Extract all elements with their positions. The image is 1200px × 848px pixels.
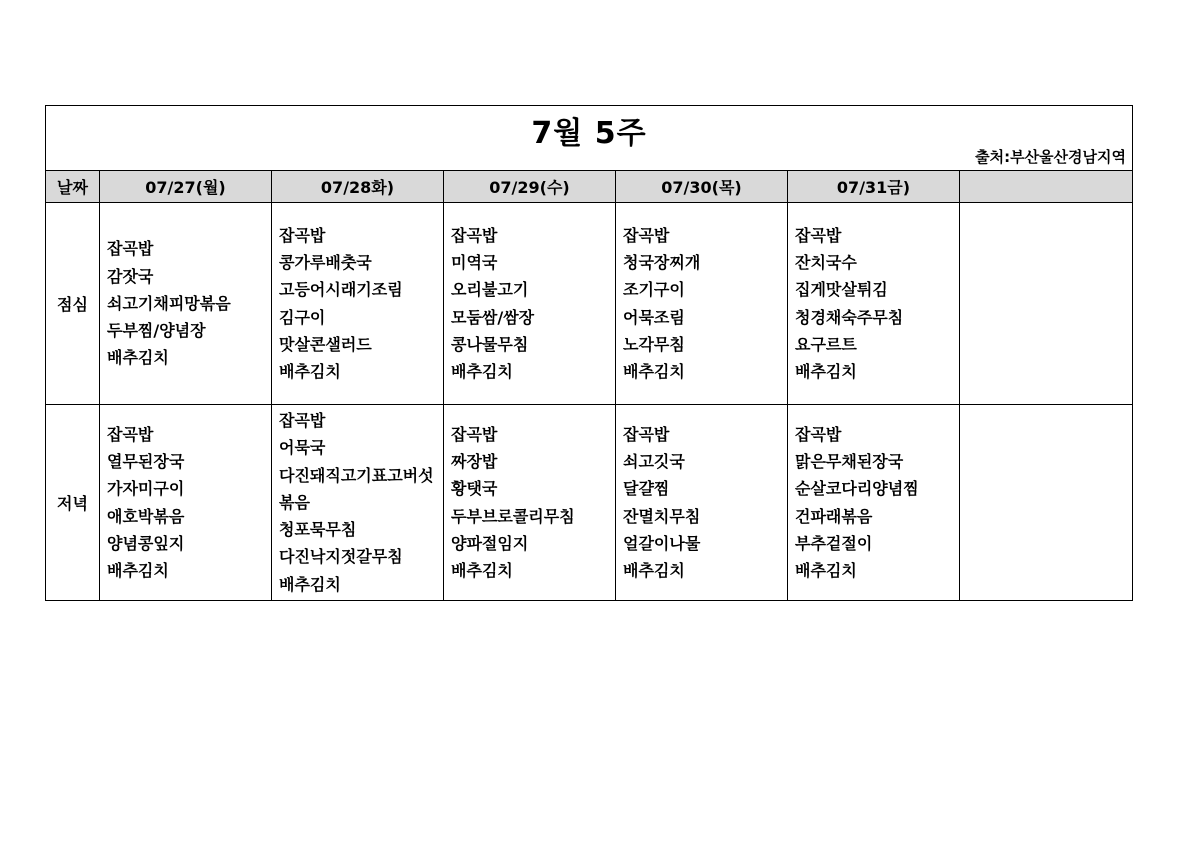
menu-item: 다진낙지젓갈무침 — [279, 547, 403, 567]
menu-item: 두부찜/양념장 — [107, 321, 206, 341]
menu-item: 잔치국수 — [795, 252, 857, 272]
menu-item: 잡곡밥 — [107, 424, 154, 444]
menu-item: 청경채숙주무침 — [795, 307, 904, 327]
day-header: 07/28화) — [272, 171, 444, 203]
lunch-menu-cell — [788, 203, 960, 405]
menu-item: 배추김치 — [279, 574, 341, 594]
menu-item: 콩나물무침 — [451, 334, 529, 354]
menu-item: 두부브로콜리무침 — [451, 506, 575, 526]
menu-item: 잡곡밥 — [279, 225, 326, 245]
menu-item: 애호박볶음 — [107, 506, 185, 526]
menu-item: 조기구이 — [623, 280, 685, 300]
menu-item: 배추김치 — [795, 561, 857, 581]
menu-item: 어묵조림 — [623, 307, 685, 327]
menu-item: 잡곡밥 — [451, 225, 498, 245]
menu-item: 오리불고기 — [451, 280, 529, 300]
menu-item: 얼갈이나물 — [623, 533, 701, 553]
dinner-menu-cell — [960, 405, 1133, 601]
menu-item: 콩가루배춧국 — [279, 252, 372, 272]
menu-item: 양파절임지 — [451, 533, 529, 553]
source-label: 출처:부산울산경남지역 — [975, 148, 1126, 166]
menu-item: 잡곡밥 — [623, 424, 670, 444]
menu-table — [45, 105, 1133, 601]
menu-item: 맑은무채된장국 — [795, 451, 904, 471]
menu-item: 모둠쌈/쌈장 — [451, 307, 535, 327]
menu-item: 순살코다리양념찜 — [795, 479, 919, 499]
menu-item: 달걀찜 — [623, 479, 670, 499]
menu-item: 잡곡밥 — [623, 225, 670, 245]
title-cell — [46, 106, 1133, 171]
dinner-menu-cell — [788, 405, 960, 601]
menu-item: 요구르트 — [795, 334, 857, 354]
dinner-menu-cell — [272, 405, 444, 601]
lunch-menu-cell — [272, 203, 444, 405]
menu-item: 부추겉절이 — [795, 533, 873, 553]
menu-item: 잔멸치무침 — [623, 506, 701, 526]
day-header — [960, 171, 1133, 203]
day-header: 07/27(월) — [100, 171, 272, 203]
menu-item: 노각무침 — [623, 334, 685, 354]
lunch-menu-cell — [960, 203, 1133, 405]
dinner-label: 저녁 — [46, 405, 100, 601]
menu-item: 미역국 — [451, 252, 498, 272]
dinner-menu-cell — [616, 405, 788, 601]
menu-item: 다진돼직고기표고버섯볶음 — [279, 465, 434, 512]
menu-item: 짜장밥 — [451, 451, 498, 471]
lunch-menu-cell — [616, 203, 788, 405]
menu-item: 감잣국 — [107, 266, 154, 286]
menu-item: 김구이 — [279, 307, 326, 327]
menu-item: 잡곡밥 — [795, 225, 842, 245]
header-row — [46, 171, 1133, 203]
page-title: 7월 5주 — [531, 116, 647, 151]
menu-item: 황탯국 — [451, 479, 498, 499]
lunch-label: 점심 — [46, 203, 100, 405]
menu-item: 맛살콘샐러드 — [279, 334, 372, 354]
menu-item: 잡곡밥 — [279, 410, 326, 430]
menu-item: 배추김치 — [623, 362, 685, 382]
menu-item: 가자미구이 — [107, 479, 185, 499]
dinner-menu-cell — [444, 405, 616, 601]
menu-item: 배추김치 — [107, 348, 169, 368]
menu-item: 쇠고기채피망볶음 — [107, 293, 231, 313]
dinner-row — [46, 405, 1133, 601]
menu-item: 쇠고깃국 — [623, 451, 685, 471]
menu-item: 건파래볶음 — [795, 506, 873, 526]
menu-item: 청국장찌개 — [623, 252, 701, 272]
menu-item: 잡곡밥 — [451, 424, 498, 444]
lunch-menu-cell — [444, 203, 616, 405]
day-header: 07/31금) — [788, 171, 960, 203]
menu-item: 잡곡밥 — [795, 424, 842, 444]
menu-item: 어묵국 — [279, 438, 326, 458]
day-header: 07/30(목) — [616, 171, 788, 203]
menu-item: 배추김치 — [107, 561, 169, 581]
menu-item: 고등어시래기조림 — [279, 280, 403, 300]
menu-item: 열무된장국 — [107, 451, 185, 471]
menu-item: 배추김치 — [795, 362, 857, 382]
day-header: 07/29(수) — [444, 171, 616, 203]
lunch-row — [46, 203, 1133, 405]
menu-item: 배추김치 — [451, 561, 513, 581]
dinner-menu-cell — [100, 405, 272, 601]
menu-item: 청포묵무침 — [279, 520, 357, 540]
date-label: 날짜 — [46, 171, 100, 203]
menu-item: 배추김치 — [279, 362, 341, 382]
lunch-menu-cell — [100, 203, 272, 405]
menu-item: 잡곡밥 — [107, 239, 154, 259]
menu-item: 집게맛살튀김 — [795, 280, 888, 300]
menu-item: 배추김치 — [623, 561, 685, 581]
menu-item: 양념콩잎지 — [107, 533, 185, 553]
menu-item: 배추김치 — [451, 362, 513, 382]
